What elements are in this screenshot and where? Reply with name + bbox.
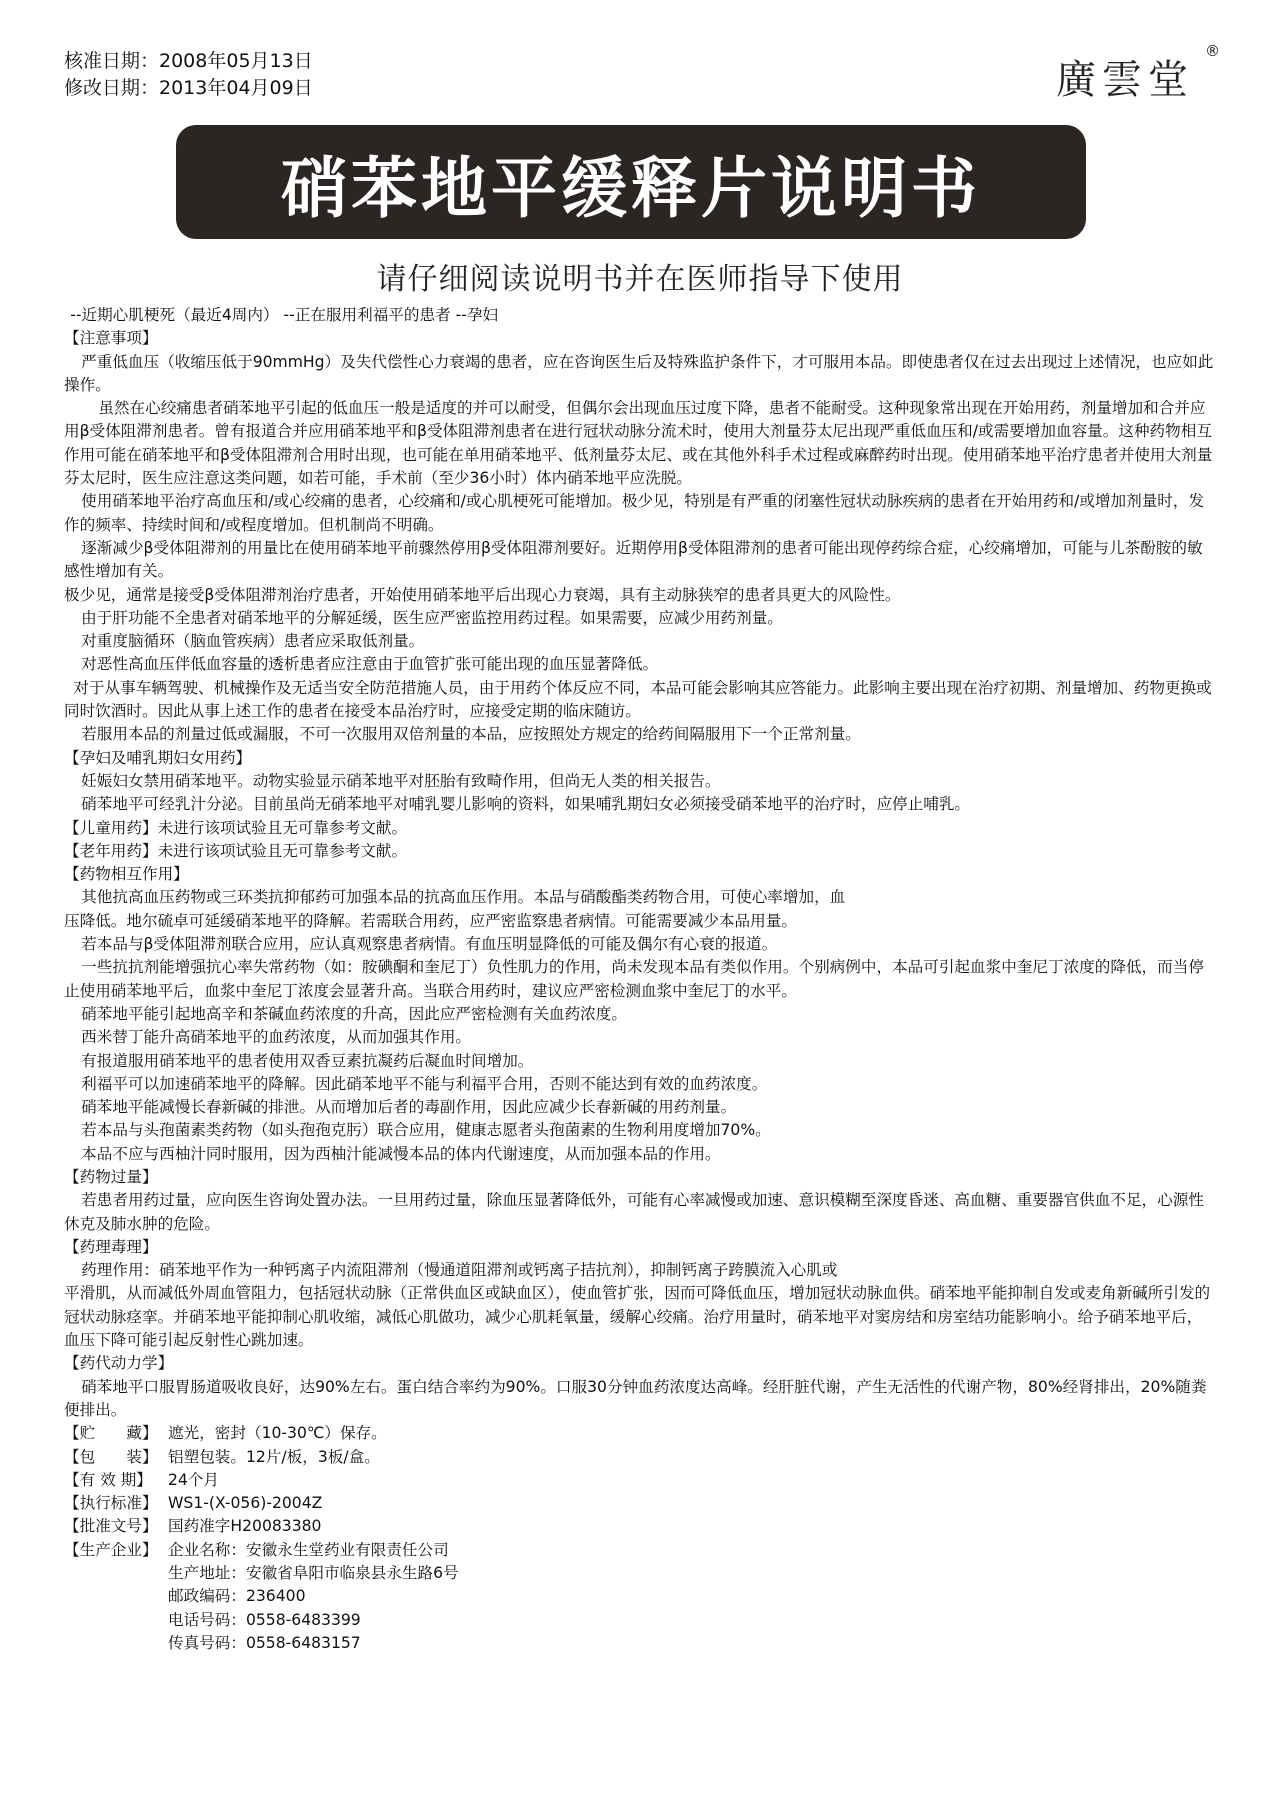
company-address: 生产地址：安徽省阜阳市临泉县永生路6号 [168, 1564, 459, 1583]
paragraph: 本品不应与西柚汁同时服用，因为西柚汁能减慢本品的体内代谢速度，从而加强本品的作用。 [81, 1144, 721, 1163]
info-key: 【执行标准】 [64, 1494, 158, 1513]
info-row-package [64, 1446, 1214, 1469]
info-value: WS1-(X-056)-2004Z [168, 1494, 323, 1513]
info-key: 【生产企业】 [64, 1540, 158, 1559]
info-value: 铝塑包装。12片/板，3板/盒。 [168, 1447, 380, 1466]
brand-name: 廣雲堂 [1056, 57, 1194, 103]
info-row-validity [64, 1469, 1214, 1492]
info-key: 【包 装】 [64, 1447, 158, 1466]
paragraph: 其他抗高血压药物或三环类抗抑郁药可加强本品的抗高血压作用。本品与硝酸酯类药物合用，可使心率增加，血 [81, 888, 846, 907]
paragraph: 利福平可以加速硝苯地平的降解。因此硝苯地平不能与利福平合用，否则不能达到有效的血药浓度。 [81, 1074, 768, 1093]
section-heading-pharmacokinetics: 【药代动力学】 [64, 1354, 174, 1373]
brand-logo [1056, 42, 1220, 105]
postal-code: 邮政编码：236400 [168, 1587, 306, 1606]
paragraph: 若本品与β受体阻滞剂联合应用，应认真观察患者病情。有血压明显降低的可能及偶尔有心衰的报道。 [81, 935, 778, 954]
paragraph: 有报道服用硝苯地平的患者使用双香豆素抗凝药后凝血时间增加。 [81, 1051, 534, 1070]
section-heading-overdose: 【药物过量】 [64, 1167, 158, 1186]
section-children: 【儿童用药】未进行该项试验且无可靠参考文献。 [64, 818, 408, 837]
info-value: 24个月 [168, 1470, 220, 1489]
manufacturer-lines [168, 1539, 459, 1655]
paragraph: 对恶性高血压伴低血容量的透析患者应注意由于血管扩张可能出现的血压显著降低。 [81, 655, 659, 674]
document-title: 硝苯地平缓释片说明书 [281, 149, 981, 227]
subtitle: 请仔细阅读说明书并在医师指导下使用 [376, 262, 904, 297]
paragraph: 由于肝功能不全患者对硝苯地平的分解延缓，医生应严密监控用药过程。如果需要，应减少用药剂量。 [81, 608, 783, 627]
section-heading-precautions: 【注意事项】 [64, 329, 158, 348]
document-body [64, 304, 1214, 1655]
section-heading-interactions: 【药物相互作用】 [64, 865, 189, 884]
info-value: 遮光，密封（10-30℃）保存。 [168, 1424, 387, 1443]
paragraph: 虽然在心绞痛患者硝苯地平引起的低血压一般是适度的并可以耐受，但偶尔会出现血压过度下降，患者不能耐受。这种现象常出现在开始用药，剂量增加和合并应用β受体阻滞剂患者。曾有报道合并应用硝苯地平和β受体阻滞剂患者在进行冠状动脉分流术时，使用大剂量芬太尼出现严重低血压和/或需要增加血容量。这种药物相互作用可能在硝苯地平和β受体阻滞剂合用时出现，也可能在单用硝苯地平、低剂量芬太尼、或在其他外科手术过程或麻醉药时出现。使用硝苯地平治疗患者并使用大剂量芬太尼时，医生应注意这类问题，如若可能，手术前（至少36小时）体内硝苯地平应洗脱。 [64, 399, 1213, 488]
paragraph: 使用硝苯地平治疗高血压和/或心绞痛的患者，心绞痛和/或心肌梗死可能增加。极少见，特别是有严重的闭塞性冠状动脉疾病的患者在开始用药和/或增加剂量时，发作的频率、持续时间和/或程度增加。但机制尚不明确。 [64, 492, 1205, 534]
title-banner [176, 125, 1086, 239]
paragraph: 硝苯地平能引起地高辛和茶碱血药浓度的升高，因此应严密检测有关血药浓度。 [81, 1004, 627, 1023]
paragraph: 若本品与头孢菌素类药物（如头孢孢克肟）联合应用，健康志愿者头孢菌素的生物利用度增加70%。 [81, 1121, 771, 1140]
paragraph: 压降低。地尔硫卓可延缓硝苯地平的降解。若需联合用药，应严密监察患者病情。可能需要减少本品用量。 [64, 911, 797, 930]
manufacturer-block [64, 1539, 1214, 1655]
paragraph: 对于从事车辆驾驶、机械操作及无适当安全防范措施人员，由于用药个体反应不同，本品可能会影响其应答能力。此影响主要出现在治疗初期、剂量增加、药物更换或同时饮酒时。因此从事上述工作的患者在接受本品治疗时，应接受定期的临床随访。 [64, 678, 1212, 721]
info-row-standard [64, 1492, 1214, 1515]
registered-mark: ® [1205, 42, 1220, 60]
paragraph: 平滑肌，从而减低外周血管阻力，包括冠状动脉（正常供血区或缺血区），使血管扩张，因而可降低血压，增加冠状动脉血供。硝苯地平能抑制自发或麦角新碱所引发的冠状动脉痉挛。并硝苯地平能抑制心肌收缩，减低心肌做功，减少心肌耗氧量，缓解心绞痛。治疗用量时，硝苯地平对窦房结和房室结功能影响小。给予硝苯地平后，血压下降可能引起反射性心跳加速。 [64, 1284, 1211, 1350]
paragraph: 一些抗抗剂能增强抗心率失常药物（如：胺碘酮和奎尼丁）负性肌力的作用，尚未发现本品有类似作用。个别病例中，本品可引起血浆中奎尼丁浓度的降低，而当停止使用硝苯地平后，血浆中奎尼丁浓度会显著升高。当联合用药时，建议应严密检测血浆中奎尼丁的水平。 [64, 958, 1204, 1000]
fax-number: 传真号码：0558-6483157 [168, 1633, 361, 1652]
info-key: 【批准文号】 [64, 1517, 158, 1536]
section-elderly: 【老年用药】未进行该项试验且无可靠参考文献。 [64, 841, 408, 860]
section-heading-pharmacology: 【药理毒理】 [64, 1237, 158, 1256]
paragraph: 极少见，通常是接受β受体阻滞剂治疗患者，开始使用硝苯地平后出现心力衰竭，具有主动脉狭窄的患者具更大的风险性。 [64, 585, 901, 604]
paragraph: 严重低血压（收缩压低于90mmHg）及失代偿性心力衰竭的患者，应在咨询医生后及特殊监护条件下，才可服用本品。即使患者仅在过去出现过上述情况，也应如此操作。 [64, 352, 1214, 394]
paragraph: 对重度脑循环（脑血管疾病）患者应采取低剂量。 [81, 632, 425, 651]
paragraph: 药理作用：硝苯地平作为一种钙离子内流阻滞剂（慢通道阻滞剂或钙离子拮抗剂），抑制钙离子跨膜流入心肌或 [81, 1261, 838, 1280]
paragraph: 若服用本品的剂量过低或漏服，不可一次服用双倍剂量的本品，应按照处方规定的给药间隔服用下一个正常剂量。 [81, 725, 861, 744]
paragraph: 硝苯地平能减慢长春新碱的排泄。从而增加后者的毒副作用，因此应减少长春新碱的用药剂量。 [81, 1098, 737, 1117]
info-row-storage [64, 1422, 1214, 1445]
info-row-approval-number [64, 1515, 1214, 1538]
info-key: 【有 效 期】 [64, 1470, 152, 1489]
paragraph: 若患者用药过量，应向医生咨询处置办法。一旦用药过量，除血压显著降低外，可能有心率减慢或加速、意识模糊至深度昏迷、高血糖、重要器官供血不足，心源性休克及肺水肿的危险。 [64, 1191, 1204, 1233]
section-heading-pregnancy: 【孕妇及哺乳期妇女用药】 [64, 748, 252, 767]
paragraph: 西米替丁能升高硝苯地平的血药浓度，从而加强其作用。 [81, 1028, 472, 1047]
phone-number: 电话号码：0558-6483399 [168, 1610, 361, 1629]
info-key: 【贮 藏】 [64, 1424, 158, 1443]
info-value: 国药准字H20083380 [168, 1517, 322, 1536]
dates-block [64, 48, 313, 102]
paragraph: 硝苯地平可经乳汁分泌。目前虽尚无硝苯地平对哺乳婴儿影响的资料，如果哺乳期妇女必须接受硝苯地平的治疗时，应停止哺乳。 [81, 795, 971, 814]
paragraph: 妊娠妇女禁用硝苯地平。动物实验显示硝苯地平对胚胎有致畸作用，但尚无人类的相关报告。 [81, 771, 721, 790]
contraindications-tail: --近期心肌梗死（最近4周内） --正在服用利福平的患者 --孕妇 [70, 306, 499, 324]
paragraph: 逐渐减少β受体阻滞剂的用量比在使用硝苯地平前骤然停用β受体阻滞剂要好。近期停用β受体阻滞剂的患者可能出现停药综合症，心绞痛增加，可能与儿茶酚胺的敏感性增加有关。 [64, 538, 1203, 581]
paragraph: 硝苯地平口服胃肠道吸收良好，达90%左右。蛋白结合率约为90%。口服30分钟血药浓度达高峰。经肝脏代谢，产生无活性的代谢产物，80%经肾排出，20%随粪便排出。 [64, 1377, 1207, 1419]
company-name: 企业名称：安徽永生堂药业有限责任公司 [168, 1540, 449, 1559]
revision-date: 修改日期：2013年04月09日 [64, 77, 313, 99]
approval-date: 核准日期：2008年05月13日 [64, 50, 313, 72]
